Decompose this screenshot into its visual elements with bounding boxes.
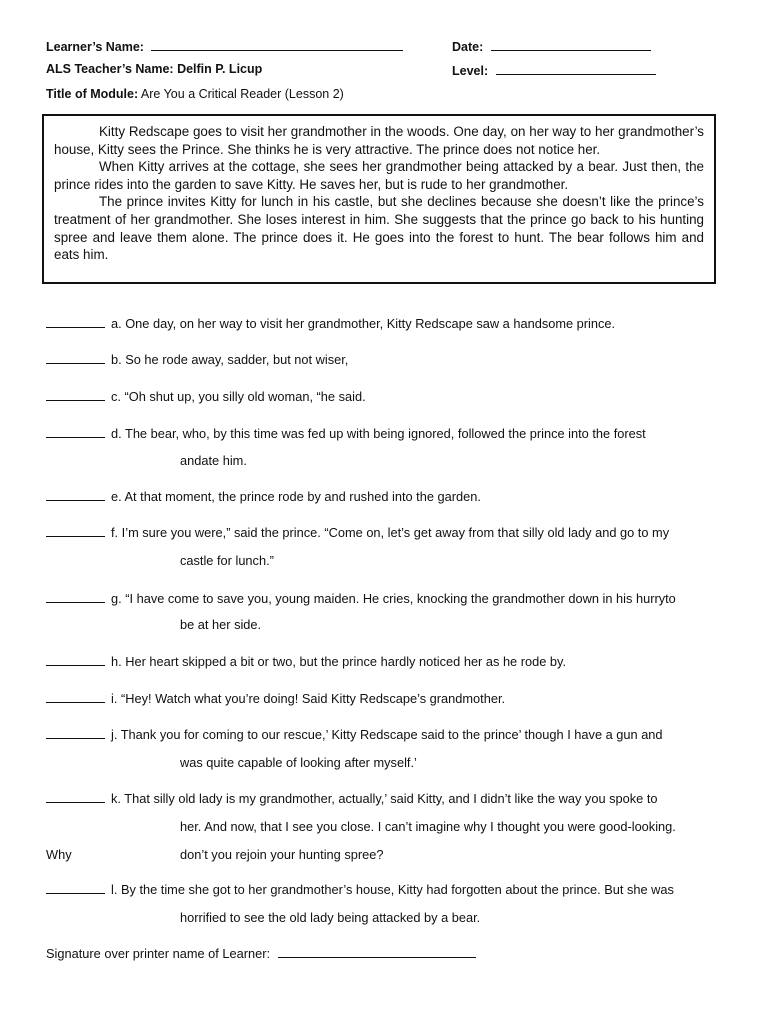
answer-blank[interactable] bbox=[46, 489, 105, 501]
item-continuation-lead: Why bbox=[46, 847, 72, 862]
level-label: Level: bbox=[452, 64, 489, 78]
answer-blank[interactable] bbox=[46, 882, 105, 894]
story-box bbox=[42, 114, 716, 284]
answer-blank[interactable] bbox=[46, 352, 105, 364]
item-text: a. One day, on her way to visit her grandmother, Kitty Redscape saw a handsome prince. bbox=[111, 316, 616, 331]
sequence-item-b bbox=[46, 352, 736, 367]
date-row bbox=[452, 38, 651, 54]
sequence-item-f bbox=[46, 525, 736, 540]
sequence-item-j bbox=[46, 727, 736, 742]
item-text: i. “Hey! Watch what you’re doing! Said Kitty Redscape’s grandmother. bbox=[111, 691, 506, 706]
sequence-item-k bbox=[46, 791, 736, 806]
item-text: j. Thank you for coming to our rescue,’ Kitty Redscape said to the prince’ though I have a gun and bbox=[111, 727, 663, 742]
sequence-item-g bbox=[46, 591, 736, 606]
signature-row bbox=[46, 945, 476, 961]
date-label: Date: bbox=[452, 40, 484, 54]
item-text: f. I’m sure you were,” said the prince. “Come on, let’s get away from that silly old lady and go to my bbox=[111, 525, 670, 540]
item-continuation: don’t you rejoin your hunting spree? bbox=[180, 847, 384, 862]
answer-blank[interactable] bbox=[46, 591, 105, 603]
item-continuation: castle for lunch.” bbox=[180, 553, 274, 568]
module-label: Title of Module: bbox=[46, 87, 139, 101]
item-continuation: horrified to see the old lady being attacked by a bear. bbox=[180, 910, 481, 925]
level-row bbox=[452, 62, 656, 78]
learner-name-field[interactable] bbox=[151, 38, 403, 51]
answer-blank[interactable] bbox=[46, 691, 105, 703]
learner-name-row bbox=[46, 38, 403, 54]
item-continuation: andate him. bbox=[180, 453, 247, 468]
answer-blank[interactable] bbox=[46, 316, 105, 328]
item-continuation: was quite capable of looking after myself.’ bbox=[180, 755, 417, 770]
item-text: d. The bear, who, by this time was fed up with being ignored, followed the prince into the forest bbox=[111, 426, 646, 441]
item-text: l. By the time she got to her grandmother’s house, Kitty had forgotten about the prince. But she was bbox=[111, 882, 674, 897]
sequence-item-h bbox=[46, 654, 736, 669]
sequence-item-l bbox=[46, 882, 736, 897]
sequence-item-a bbox=[46, 316, 736, 331]
item-text: e. At that moment, the prince rode by and rushed into the garden. bbox=[111, 489, 481, 504]
item-continuation: be at her side. bbox=[180, 617, 262, 632]
teacher-name: ALS Teacher’s Name: Delfin P. Licup bbox=[46, 62, 263, 76]
learner-name-label: Learner’s Name: bbox=[46, 40, 144, 54]
item-text: g. “I have come to save you, young maiden. He cries, knocking the grandmother down in his hurryto bbox=[111, 591, 676, 606]
answer-blank[interactable] bbox=[46, 389, 105, 401]
item-text: h. Her heart skipped a bit or two, but the prince hardly noticed her as he rode by. bbox=[111, 654, 567, 669]
sequence-item-c bbox=[46, 389, 736, 404]
story-paragraph: The prince invites Kitty for lunch in his castle, but she declines because she doesn’t like the prince’s treatment of her grandmother. She loses interest in him. She suggests that the prince go back to his hunting spree and leave them alone. The prince does it. He goes into the forest to hunt. The bear follows him and eats him. bbox=[54, 194, 704, 263]
module-title: Are You a Critical Reader (Lesson 2) bbox=[140, 87, 344, 101]
sequence-item-e bbox=[46, 489, 736, 504]
level-field[interactable] bbox=[496, 62, 656, 75]
item-text: b. So he rode away, sadder, but not wiser, bbox=[111, 352, 349, 367]
answer-blank[interactable] bbox=[46, 727, 105, 739]
item-text: c. “Oh shut up, you silly old woman, “he said. bbox=[111, 389, 366, 404]
signature-field[interactable] bbox=[278, 945, 476, 958]
module-row bbox=[46, 87, 344, 101]
date-field[interactable] bbox=[491, 38, 651, 51]
answer-blank[interactable] bbox=[46, 791, 105, 803]
story-paragraph: When Kitty arrives at the cottage, she sees her grandmother being attacked by a bear. Just then, the prince rides into the garden to save Kitty. He saves her, but is rude to her grandmother. bbox=[54, 159, 704, 192]
item-text: k. That silly old lady is my grandmother, actually,’ said Kitty, and I didn’t like the way you spoke to bbox=[111, 791, 658, 806]
story-paragraph: Kitty Redscape goes to visit her grandmother in the woods. One day, on her way to her grandmother’s house, Kitty sees the Prince. She thinks he is very attractive. The prince does not notice her. bbox=[54, 124, 704, 157]
sequence-item-d bbox=[46, 426, 736, 441]
sequence-item-i bbox=[46, 691, 736, 706]
answer-blank[interactable] bbox=[46, 525, 105, 537]
signature-label: Signature over printer name of Learner: bbox=[46, 946, 271, 961]
item-continuation: her. And now, that I see you close. I can’t imagine why I thought you were good-looking. bbox=[180, 819, 676, 834]
answer-blank[interactable] bbox=[46, 426, 105, 438]
answer-blank[interactable] bbox=[46, 654, 105, 666]
